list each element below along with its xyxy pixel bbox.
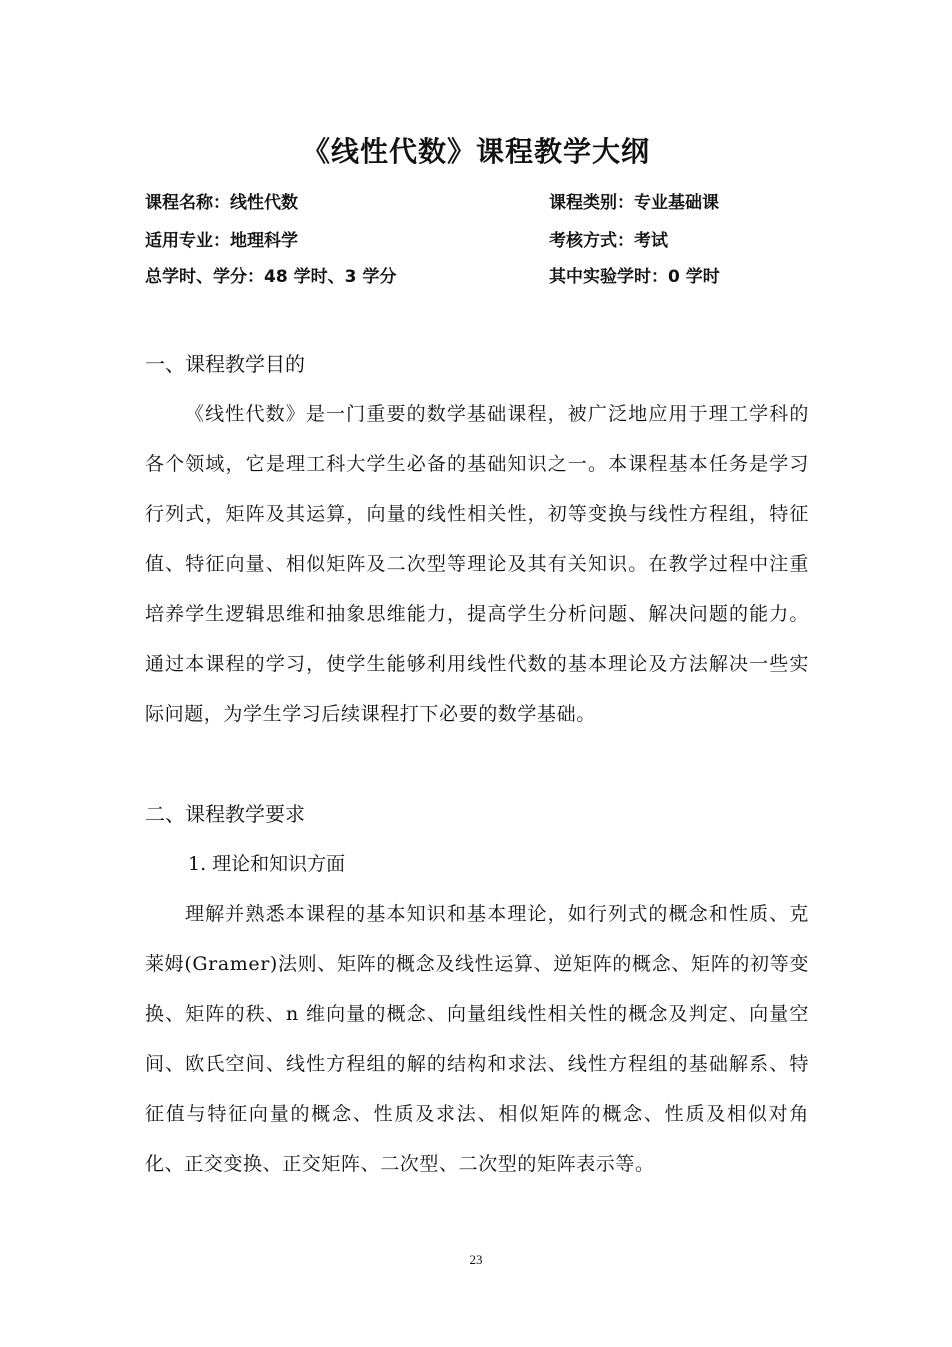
section-heading-teaching-purpose: 一、课程教学目的 [145,352,305,376]
lab-hours: 其中实验学时：0 学时 [549,267,720,287]
section-paragraph-teaching-purpose: 《线性代数》是一门重要的数学基础课程，被广泛地应用于理工学科的各个领域，它是理工科大学生必备的基础知识之一。本课程基本任务是学习行列式，矩阵及其运算，向量的线性相关性，初等变换与线性方程组，特征值、特征向量、相似矩阵及二次型等理论及其有关知识。在教学过程中注重培养学生逻辑思维和抽象思维能力，提高学生分析问题、解决问题的能力。通过本课程的学习，使学生能够利用线性代数的基本理论及方法解决一些实际问题，为学生学习后续课程打下必要的数学基础。 [145,403,809,725]
course-category: 课程类别：专业基础课 [549,193,719,213]
subheading-theory-knowledge: 1. 理论和知识方面 [188,853,346,875]
page-number: 23 [469,1252,483,1267]
applicable-major: 适用专业：地理科学 [145,231,298,251]
total-hours-credits: 总学时、学分：48 学时、3 学分 [145,267,397,287]
course-name: 课程名称：线性代数 [145,193,298,213]
assessment-method: 考核方式：考试 [549,231,668,251]
section-heading-teaching-requirements: 二、课程教学要求 [145,802,305,826]
section-paragraph-teaching-requirements: 理解并熟悉本课程的基本知识和基本理论，如行列式的概念和性质、克莱姆(Gramer)法则、矩阵的概念及线性运算、逆矩阵的概念、矩阵的初等变换、矩阵的秩、n 维向量的概念、向量组线性相关性的概念及判定、向量空间、欧氏空间、线性方程组的解的结构和求法、线性方程组的基础解系、特征值与特征向量的概念、性质及求法、相似矩阵的概念、性质及相似对角化、正交变换、正交矩阵、二次型、二次型的矩阵表示等。 [145,903,809,1175]
document-title: 《线性代数》课程教学大纲 [301,135,650,168]
